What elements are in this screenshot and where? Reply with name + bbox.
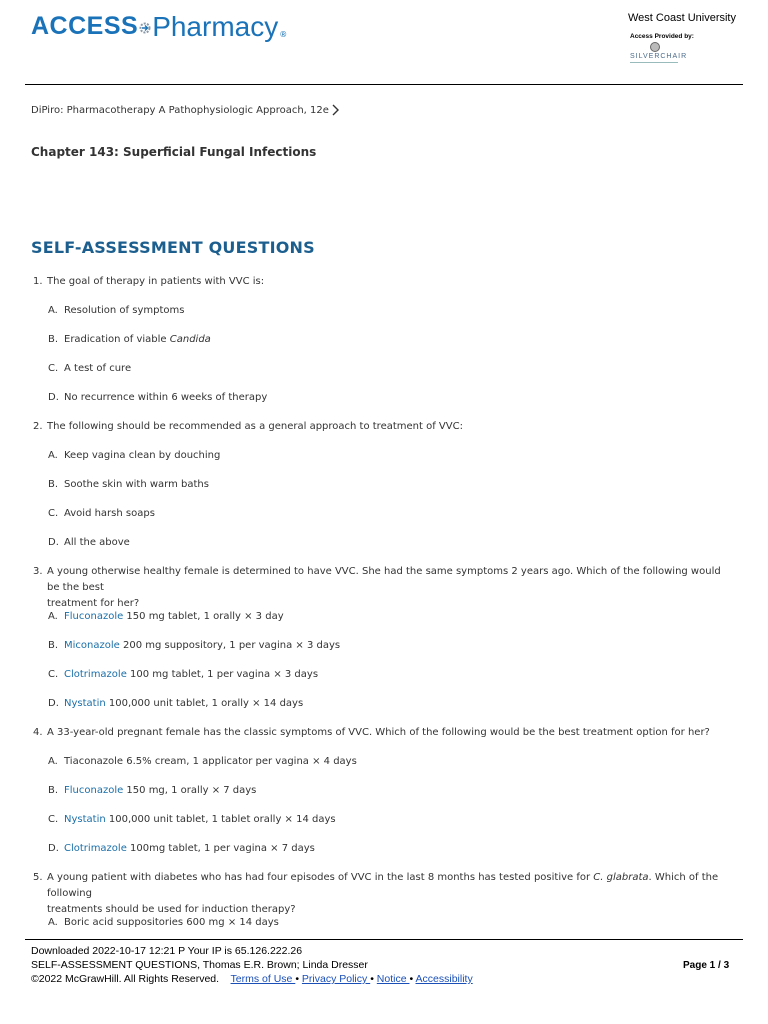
question-number: 2. [33, 421, 43, 432]
question-number: 1. [33, 276, 43, 287]
breadcrumb[interactable] [31, 104, 340, 116]
header [0, 0, 768, 84]
institution-name: West Coast University [628, 12, 736, 24]
option-5a: A. Boric acid suppositories 600 mg × 14 days [48, 917, 279, 928]
question-number: 5. [33, 872, 43, 883]
option-1b: B. Eradication of viable Candida [48, 334, 211, 345]
option-3c: C. Clotrimazole 100 mg tablet, 1 per vagina × 3 days [48, 669, 319, 680]
accessibility-link[interactable]: Accessibility [415, 973, 473, 985]
question-text-line2: treatments should be used for induction therapy? [47, 904, 296, 915]
drug-link[interactable]: Clotrimazole [64, 843, 127, 854]
question-1 [33, 274, 733, 290]
notice-link[interactable]: Notice [376, 973, 410, 985]
option-2a: A. Keep vagina clean by douching [48, 450, 221, 461]
question-text-line2: treatment for her? [47, 598, 140, 609]
option-2d: D. All the above [48, 537, 130, 548]
drug-link[interactable]: Fluconazole [64, 611, 124, 622]
drug-link[interactable]: Fluconazole [64, 785, 124, 796]
citation: SELF-ASSESSMENT QUESTIONS, Thomas E.R. Brown; Linda Dresser [31, 959, 368, 971]
section-title: SELF-ASSESSMENT QUESTIONS [31, 238, 315, 257]
copyright-line: ©2022 McGrawHill. All Rights Reserved. Terms of Use • Privacy Policy • Notice • Accessibility [31, 973, 473, 985]
header-divider [25, 84, 743, 85]
question-text: A 33-year-old pregnant female has the classic symptoms of VVC. Which of the following would be the best treatment option for her? [47, 727, 710, 738]
drug-link[interactable]: Nystatin [64, 698, 106, 709]
option-4d: D. Clotrimazole 100mg tablet, 1 per vagina × 7 days [48, 843, 315, 854]
logo-registered-mark: ® [279, 30, 288, 39]
copyright: ©2022 McGrawHill. All Rights Reserved. [31, 973, 220, 985]
footer-divider [25, 939, 743, 940]
question-3 [33, 564, 733, 612]
question-text-line1: A young patient with diabetes who has had four episodes of VVC in the last 8 months has tested positive for C. glabrata. Which of the following [47, 872, 719, 899]
option-2c: C. Avoid harsh soaps [48, 508, 155, 519]
option-4b: B. Fluconazole 150 mg, 1 orally × 7 days [48, 785, 257, 796]
question-2 [33, 419, 733, 435]
option-3d: D. Nystatin 100,000 unit tablet, 1 orally × 14 days [48, 698, 304, 709]
question-number: 3. [33, 566, 43, 577]
logo-pharmacy-text: Pharmacy [152, 11, 279, 42]
gear-icon [139, 22, 151, 34]
privacy-policy-link[interactable]: Privacy Policy [301, 973, 371, 985]
option-4a: A. Tiaconazole 6.5% cream, 1 applicator per vagina × 4 days [48, 756, 357, 767]
provided-by-label: Access Provided by: [630, 33, 694, 40]
option-1d: D. No recurrence within 6 weeks of therapy [48, 392, 268, 403]
question-text-line1: A young otherwise healthy female is determined to have VVC. She had the same symptoms 2 years ago. Which of the following would be the best [47, 566, 721, 593]
terms-of-use-link[interactable]: Terms of Use [230, 973, 296, 985]
question-text: The goal of therapy in patients with VVC is: [47, 276, 265, 287]
question-4 [33, 725, 733, 741]
chapter-title: Chapter 143: Superficial Fungal Infections [31, 145, 317, 159]
option-3b: B. Miconazole 200 mg suppository, 1 per vagina × 3 days [48, 640, 341, 651]
option-4c: C. Nystatin 100,000 unit tablet, 1 tablet orally × 14 days [48, 814, 336, 825]
drug-link[interactable]: Clotrimazole [64, 669, 127, 680]
breadcrumb-book-title[interactable]: DiPiro: Pharmacotherapy A Pathophysiologic Approach, 12e [31, 104, 329, 116]
chevron-right-icon [331, 104, 340, 116]
drug-link[interactable]: Miconazole [64, 640, 120, 651]
page-number: Page 1 / 3 [683, 960, 730, 971]
download-info: Downloaded 2022-10-17 12:21 P Your IP is 65.126.222.26 [31, 945, 303, 957]
option-1a: A. Resolution of symptoms [48, 305, 185, 316]
option-2b: B. Soothe skin with warm baths [48, 479, 209, 490]
option-3a: A. Fluconazole 150 mg tablet, 1 orally × 3 day [48, 611, 284, 622]
access-pharmacy-logo[interactable] [31, 12, 287, 41]
option-1c: C. A test of cure [48, 363, 132, 374]
silverchair-globe-icon [650, 42, 660, 52]
provider-underline [630, 62, 678, 63]
logo-access-text: ACCESS [31, 12, 139, 40]
provider-name: SILVERCHAIR [630, 53, 688, 60]
question-5 [33, 870, 733, 918]
question-text: The following should be recommended as a general approach to treatment of VVC: [47, 421, 463, 432]
drug-link[interactable]: Nystatin [64, 814, 106, 825]
question-number: 4. [33, 727, 43, 738]
